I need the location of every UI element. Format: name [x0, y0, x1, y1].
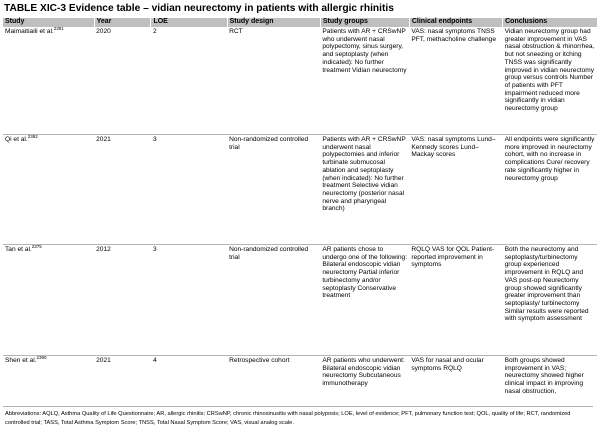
- header-study-design: Study design: [227, 18, 320, 27]
- table-row: [3, 27, 597, 135]
- evidence-table: [3, 18, 597, 419]
- study-name: Tan et al.: [5, 246, 32, 253]
- cell-design: RCT: [227, 27, 320, 135]
- table-header-row: [3, 18, 597, 27]
- cell-loe: 2: [151, 27, 227, 135]
- study-name: Qi et al.: [5, 136, 28, 143]
- cell-groups: AR patients who underwent: Bilateral endoscopic vidian neurectomy Subcutaneous immunotherapy: [322, 357, 405, 388]
- reference-number: 2375: [31, 244, 42, 249]
- study-name: Maimaitiaili et al.: [5, 28, 54, 35]
- cell-endpoints: VAS: nasal symptoms TNSS PFT, methacholine challenge: [409, 27, 502, 135]
- cell-study: [3, 27, 94, 135]
- header-clinical-endpoints: Clinical endpoints: [409, 18, 502, 27]
- cell-loe: 3: [151, 135, 227, 245]
- cell-year: 2021: [96, 357, 111, 364]
- cell-design: Non-randomized controlled trial: [227, 135, 320, 245]
- header-year: Year: [94, 18, 151, 27]
- cell-endpoints: VAS for nasal and ocular symptoms RQLQ: [411, 357, 484, 372]
- cell-study: [3, 135, 94, 245]
- header-loe: LOE: [151, 18, 227, 27]
- cell-design: Non-randomized controlled trial: [227, 245, 320, 356]
- cell-year: 2012: [94, 245, 151, 356]
- header-conclusions: Conclusions: [503, 18, 597, 27]
- cell-groups: Patients with AR + CRSwNP who underwent nasal polypectomy, sinus surgery, and septoplasty (when indicated): No further treatment Vidian neurectomy: [320, 27, 409, 135]
- cell-loe: 4: [152, 357, 157, 364]
- cell-study: [3, 245, 94, 356]
- reference-number: 2392: [27, 134, 38, 139]
- cell-year: 2020: [94, 27, 151, 135]
- cell-year: 2021: [94, 135, 151, 245]
- cell-conclusions: Both the neurectomy and septoplasty/turbinectomy group experienced improvement in RQLQ and VAS post-op Neurectomy group showed significantly greater improvement than septoplasty/ turbinectomy Similar results were reported with symptom assessment: [503, 245, 597, 356]
- cell-design: Retrospective cohort: [229, 357, 290, 364]
- reference-number: 2390: [36, 355, 47, 360]
- cell-groups: AR patients chose to undergo one of the following: Bilateral endoscopic vidian neurectomy Partial inferior turbinectomy and/or septoplasty Conservative treatment: [320, 245, 409, 356]
- abbreviations-footnote: Abbreviations: AQLQ, Asthma Quality of Life Questionnaire; AR, allergic rhinitis; CRSwNP, chronic rhinosinusitis with nasal polyposis; LOE, level of evidence; PFT, pulmonary function test; QOL, quality of life; RCT, randomized controlled trial; TASS, Total Asthma Symptom Score; TNSS, Total Nasal Symptom Score; VAS, visual analog scale.: [3, 406, 593, 427]
- reference-number: 2391: [53, 27, 64, 31]
- table-title: TABLE XIC-3 Evidence table – vidian neurectomy in patients with allergic rhinitis: [4, 3, 394, 14]
- cell-loe: 3: [151, 245, 227, 356]
- cell-groups: Patients with AR + CRSwNP underwent nasal polypectomies and inferior turbinate submucosal ablation and septoplasty (when indicated): No further treatment Selective vidian neurectomy (posterior nasal nerve and pharyngeal branch): [320, 135, 409, 245]
- table-row: [3, 245, 597, 356]
- study-name: Shen et al.: [5, 357, 37, 364]
- cell-conclusions: Vidian neurectomy group had greater improvement in VAS nasal obstruction & rhinorrhea, but not sneezing or itching TNSS was significantly improved in vidian neurectomy group versus controls Number of patients with PFT impairment reduced more significantly in vidian neurectomy group: [503, 27, 597, 135]
- header-study-groups: Study groups: [320, 18, 409, 27]
- cell-endpoints: RQLQ VAS for QOL Patient-reported improvement in symptoms: [409, 245, 502, 356]
- cell-conclusions: Both groups showed improvement in VAS; neurectomy showed higher clinical impact in improving nasal obstruction,: [504, 357, 584, 395]
- cell-endpoints: VAS: nasal symptoms Lund–Kennedy scores Lund–Mackay scores: [409, 135, 502, 245]
- header-study: Study: [3, 18, 94, 27]
- cell-conclusions: All endpoints were significantly more improved in neurectomy cohort, with no increase in complications Cure/ recovery rate significantly higher in neurectomy group: [503, 135, 597, 245]
- table-row: [3, 135, 597, 245]
